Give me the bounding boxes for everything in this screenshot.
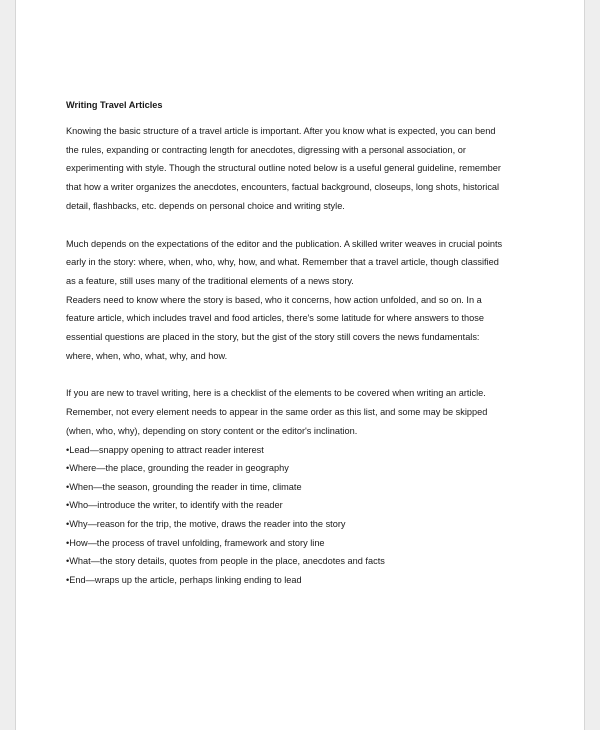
text-line: Knowing the basic structure of a travel article is important. After you know what is expected, you can bend: [66, 126, 496, 136]
document-title: Writing Travel Articles: [66, 100, 163, 110]
paragraph-expectations: [66, 235, 536, 291]
checklist-item-how: •How—the process of travel unfolding, framework and story line: [66, 537, 325, 548]
text-line: that how a writer organizes the anecdotes, encounters, factual background, closeups, long shots, historical: [66, 182, 500, 193]
text-line: essential questions are placed in the story, but the gist of the story still covers the news fundamentals:: [66, 332, 480, 343]
checklist-item-why: •Why—reason for the trip, the motive, draws the reader into the story: [66, 518, 346, 529]
checklist-item-lead: •Lead—snappy opening to attract reader interest: [66, 444, 264, 455]
checklist-item-end: •End—wraps up the article, perhaps linking ending to lead: [66, 574, 302, 585]
text-line: (when, who, why), depending on story content or the editor's inclination.: [66, 425, 358, 436]
paragraph-checklist-intro: [66, 384, 536, 440]
text-line: Much depends on the expectations of the editor and the publication. A skilled writer weaves in crucial points: [66, 238, 503, 249]
paragraph-readers: [66, 291, 536, 366]
text-line: where, when, who, what, why, and how.: [66, 350, 228, 361]
text-line: detail, flashbacks, etc. depends on personal choice and writing style.: [66, 200, 345, 211]
text-line: If you are new to travel writing, here is a checklist of the elements to be covered when writing an article.: [66, 388, 486, 399]
text-line: Readers need to know where the story is based, who it concerns, how action unfolded, and so on. In a: [66, 294, 482, 305]
checklist: [66, 441, 536, 590]
document-page: [15, 0, 585, 730]
checklist-item-when: •When—the season, grounding the reader in time, climate: [66, 481, 302, 492]
text-line: Remember, not every element needs to appear in the same order as this list, and some may be skipped: [66, 407, 488, 418]
checklist-item-who: •Who—introduce the writer, to identify with the reader: [66, 500, 283, 511]
checklist-item-where: •Where—the place, grounding the reader in geography: [66, 463, 289, 474]
text-line: the rules, expanding or contracting length for anecdotes, digressing with a personal association, or: [66, 144, 466, 155]
document-body: [66, 96, 536, 589]
paragraph-structure: [66, 122, 536, 216]
text-line: feature article, which includes travel and food articles, there's some latitude for where answers to those: [66, 313, 484, 324]
checklist-item-what: •What—the story details, quotes from people in the place, anecdotes and facts: [66, 556, 385, 567]
text-line: early in the story: where, when, who, why, how, and what. Remember that a travel article, though classified: [66, 257, 499, 268]
text-line: experimenting with style. Though the structural outline noted below is a useful general guideline, remember: [66, 163, 501, 174]
text-line: as a feature, still uses many of the traditional elements of a news story.: [66, 275, 354, 286]
